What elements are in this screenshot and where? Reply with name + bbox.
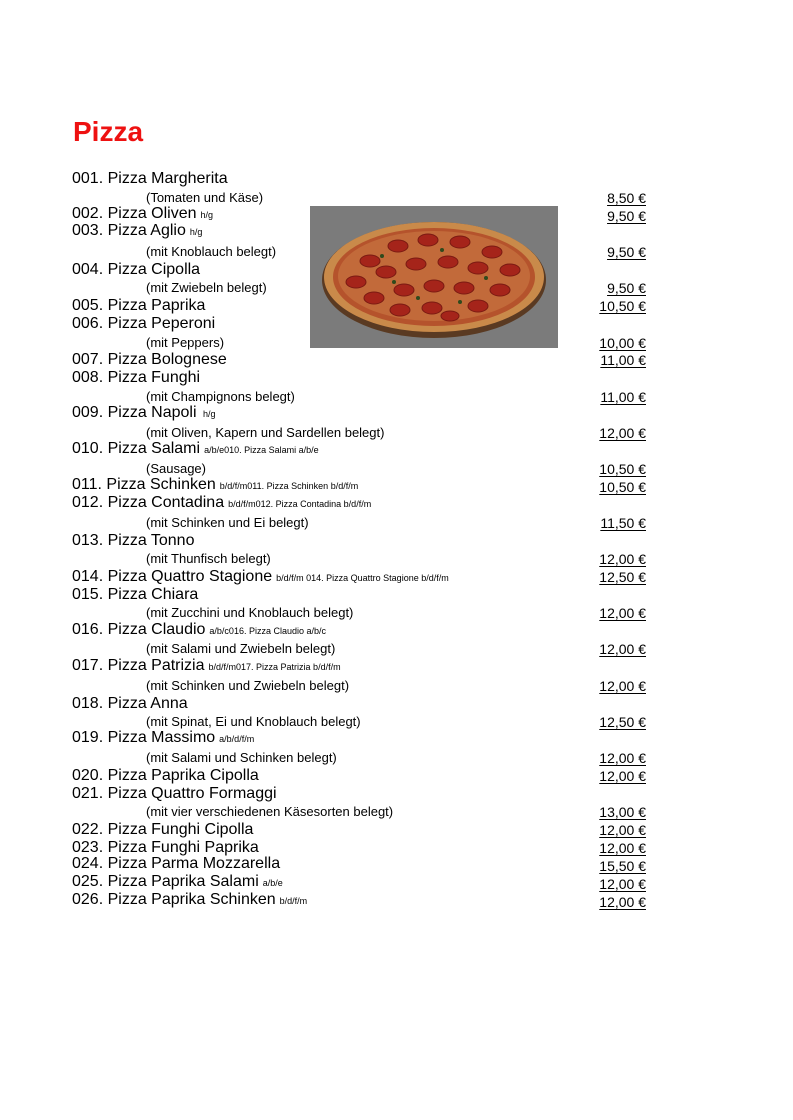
pizza-name xyxy=(72,891,307,910)
pizza-price: 12,00 € xyxy=(599,876,646,892)
pizza-price: 11,00 € xyxy=(600,352,646,368)
allergen-code: a/b/e xyxy=(262,878,283,888)
pizza-name-text: 002. Pizza Oliven xyxy=(72,205,197,222)
allergen-code: b/d/f/m012. Pizza Contadina b/d/f/m xyxy=(228,499,372,509)
pizza-description: (mit Champignons belegt) xyxy=(146,389,295,404)
pizza-description: (mit Schinken und Ei belegt) xyxy=(146,515,309,530)
pizza-name-text: 004. Pizza Cipolla xyxy=(72,261,201,278)
pizza-name-text: 023. Pizza Funghi Paprika xyxy=(72,839,259,856)
pizza-description: (Sausage) xyxy=(146,461,206,476)
pizza-photo xyxy=(310,206,558,348)
pizza-description: (Tomaten und Käse) xyxy=(146,190,264,205)
pizza-name-text: 024. Pizza Parma Mozzarella xyxy=(72,855,281,872)
pizza-description: (mit Thunfisch belegt) xyxy=(146,551,271,566)
pizza-description: (mit Knoblauch belegt) xyxy=(146,244,277,259)
pizza-name xyxy=(72,315,215,333)
pizza-name-text: 017. Pizza Patrizia xyxy=(72,657,205,674)
pizza-description: (mit Zucchini und Knoblauch belegt) xyxy=(146,605,354,620)
pizza-price: 12,00 € xyxy=(599,840,646,856)
pizza-description: (mit Zwiebeln belegt) xyxy=(146,280,267,295)
pizza-name xyxy=(72,568,449,587)
pizza-description: (mit Spinat, Ei und Knoblauch belegt) xyxy=(146,714,361,729)
page-title: Pizza xyxy=(73,116,144,147)
pizza-name xyxy=(72,297,205,315)
pizza-name xyxy=(72,170,228,188)
pizza-description: (mit vier verschiedenen Käsesorten belegt) xyxy=(146,804,394,819)
pizza-description: (mit Oliven, Kapern und Sardellen belegt) xyxy=(146,425,385,440)
pizza-description: (mit Peppers) xyxy=(146,335,225,350)
pizza-name-text: 005. Pizza Paprika xyxy=(72,297,206,314)
pizza-name-text: 026. Pizza Paprika Schinken xyxy=(72,891,276,908)
pizza-price: 12,00 € xyxy=(599,678,646,694)
pizza-name-text: 022. Pizza Funghi Cipolla xyxy=(72,821,254,838)
pizza-name xyxy=(72,855,280,873)
pizza-name-text: 018. Pizza Anna xyxy=(72,695,188,712)
pizza-name xyxy=(72,440,319,459)
pizza-name-text: 003. Pizza Aglio xyxy=(72,222,186,239)
pizza-name-text: 008. Pizza Funghi xyxy=(72,369,201,386)
allergen-code: h/g xyxy=(200,210,214,220)
pizza-price: 12,00 € xyxy=(599,822,646,838)
pizza-name-text: 013. Pizza Tonno xyxy=(72,532,195,549)
pizza-description: (mit Salami und Zwiebeln belegt) xyxy=(146,641,336,656)
allergen-code: b/d/f/m 014. Pizza Quattro Stagione b/d/f/m xyxy=(276,573,449,583)
allergen-code: a/b/c016. Pizza Claudio a/b/c xyxy=(209,626,326,636)
allergen-code: a/b/e010. Pizza Salami a/b/e xyxy=(204,445,319,455)
pizza-name xyxy=(72,695,188,713)
pizza-price: 10,50 € xyxy=(599,461,646,477)
pizza-name xyxy=(72,657,341,676)
allergen-code: a/b/d/f/m xyxy=(219,734,255,744)
pizza-description: (mit Schinken und Zwiebeln belegt) xyxy=(146,678,350,693)
pizza-name-text: 019. Pizza Massimo xyxy=(72,729,216,746)
pizza-price: 9,50 € xyxy=(607,280,646,296)
pizza-name xyxy=(72,586,198,604)
allergen-code: h/g xyxy=(200,409,216,419)
pizza-name-text: 014. Pizza Quattro Stagione xyxy=(72,568,273,585)
allergen-code: b/d/f/m xyxy=(279,896,308,906)
pizza-price: 11,50 € xyxy=(600,515,646,531)
pizza-name xyxy=(72,261,200,279)
pizza-name-text: 007. Pizza Bolognese xyxy=(72,351,227,368)
pizza-name xyxy=(72,222,202,241)
pizza-name-text: 010. Pizza Salami xyxy=(72,440,201,457)
pizza-name xyxy=(72,369,200,387)
pizza-name-text: 021. Pizza Quattro Formaggi xyxy=(72,785,277,802)
pizza-price: 12,50 € xyxy=(599,569,646,585)
pizza-price: 12,50 € xyxy=(599,714,646,730)
pizza-price: 12,00 € xyxy=(599,551,646,567)
pizza-name xyxy=(72,729,254,748)
pizza-price: 12,00 € xyxy=(599,750,646,766)
pizza-price: 12,00 € xyxy=(599,605,646,621)
pizza-price: 13,00 € xyxy=(599,804,646,820)
pizza-price: 12,00 € xyxy=(599,425,646,441)
pizza-name xyxy=(72,821,253,839)
pizza-name-text: 011. Pizza Schinken xyxy=(72,476,216,493)
pizza-description: (mit Salami und Schinken belegt) xyxy=(146,750,337,765)
pizza-price: 12,00 € xyxy=(599,768,646,784)
pizza-price: 10,50 € xyxy=(599,298,646,314)
pizza-name xyxy=(72,476,358,495)
pizza-price: 11,00 € xyxy=(600,389,646,405)
pizza-name-text: 025. Pizza Paprika Salami xyxy=(72,873,259,890)
pizza-name xyxy=(72,785,277,803)
pizza-name-text: 015. Pizza Chiara xyxy=(72,586,199,603)
pizza-price: 12,00 € xyxy=(599,894,646,910)
pizza-name-text: 012. Pizza Contadina xyxy=(72,494,225,511)
pizza-price: 15,50 € xyxy=(599,858,646,874)
pizza-name-text: 009. Pizza Napoli xyxy=(72,404,197,421)
pizza-name-text: 016. Pizza Claudio xyxy=(72,621,206,638)
allergen-code: b/d/f/m011. Pizza Schinken b/d/f/m xyxy=(219,481,359,491)
pizza-price: 12,00 € xyxy=(599,641,646,657)
pizza-name xyxy=(72,532,194,550)
pizza-name xyxy=(72,494,371,513)
pizza-name-text: 001. Pizza Margherita xyxy=(72,170,228,187)
pizza-name xyxy=(72,351,227,369)
pizza-name xyxy=(72,404,216,423)
pizza-price: 8,50 € xyxy=(607,190,646,206)
pizza-name xyxy=(72,873,283,892)
pizza-price: 10,50 € xyxy=(599,479,646,495)
allergen-code: h/g xyxy=(189,227,203,237)
pizza-image xyxy=(310,206,558,348)
pizza-name-text: 020. Pizza Paprika Cipolla xyxy=(72,767,259,784)
pizza-name xyxy=(72,767,259,785)
pizza-price: 9,50 € xyxy=(607,208,646,224)
pizza-price: 9,50 € xyxy=(607,244,646,260)
allergen-code: b/d/f/m017. Pizza Patrizia b/d/f/m xyxy=(208,662,341,672)
pizza-price: 10,00 € xyxy=(599,335,646,351)
pizza-name-text: 006. Pizza Peperoni xyxy=(72,315,216,332)
pizza-name xyxy=(72,621,326,640)
